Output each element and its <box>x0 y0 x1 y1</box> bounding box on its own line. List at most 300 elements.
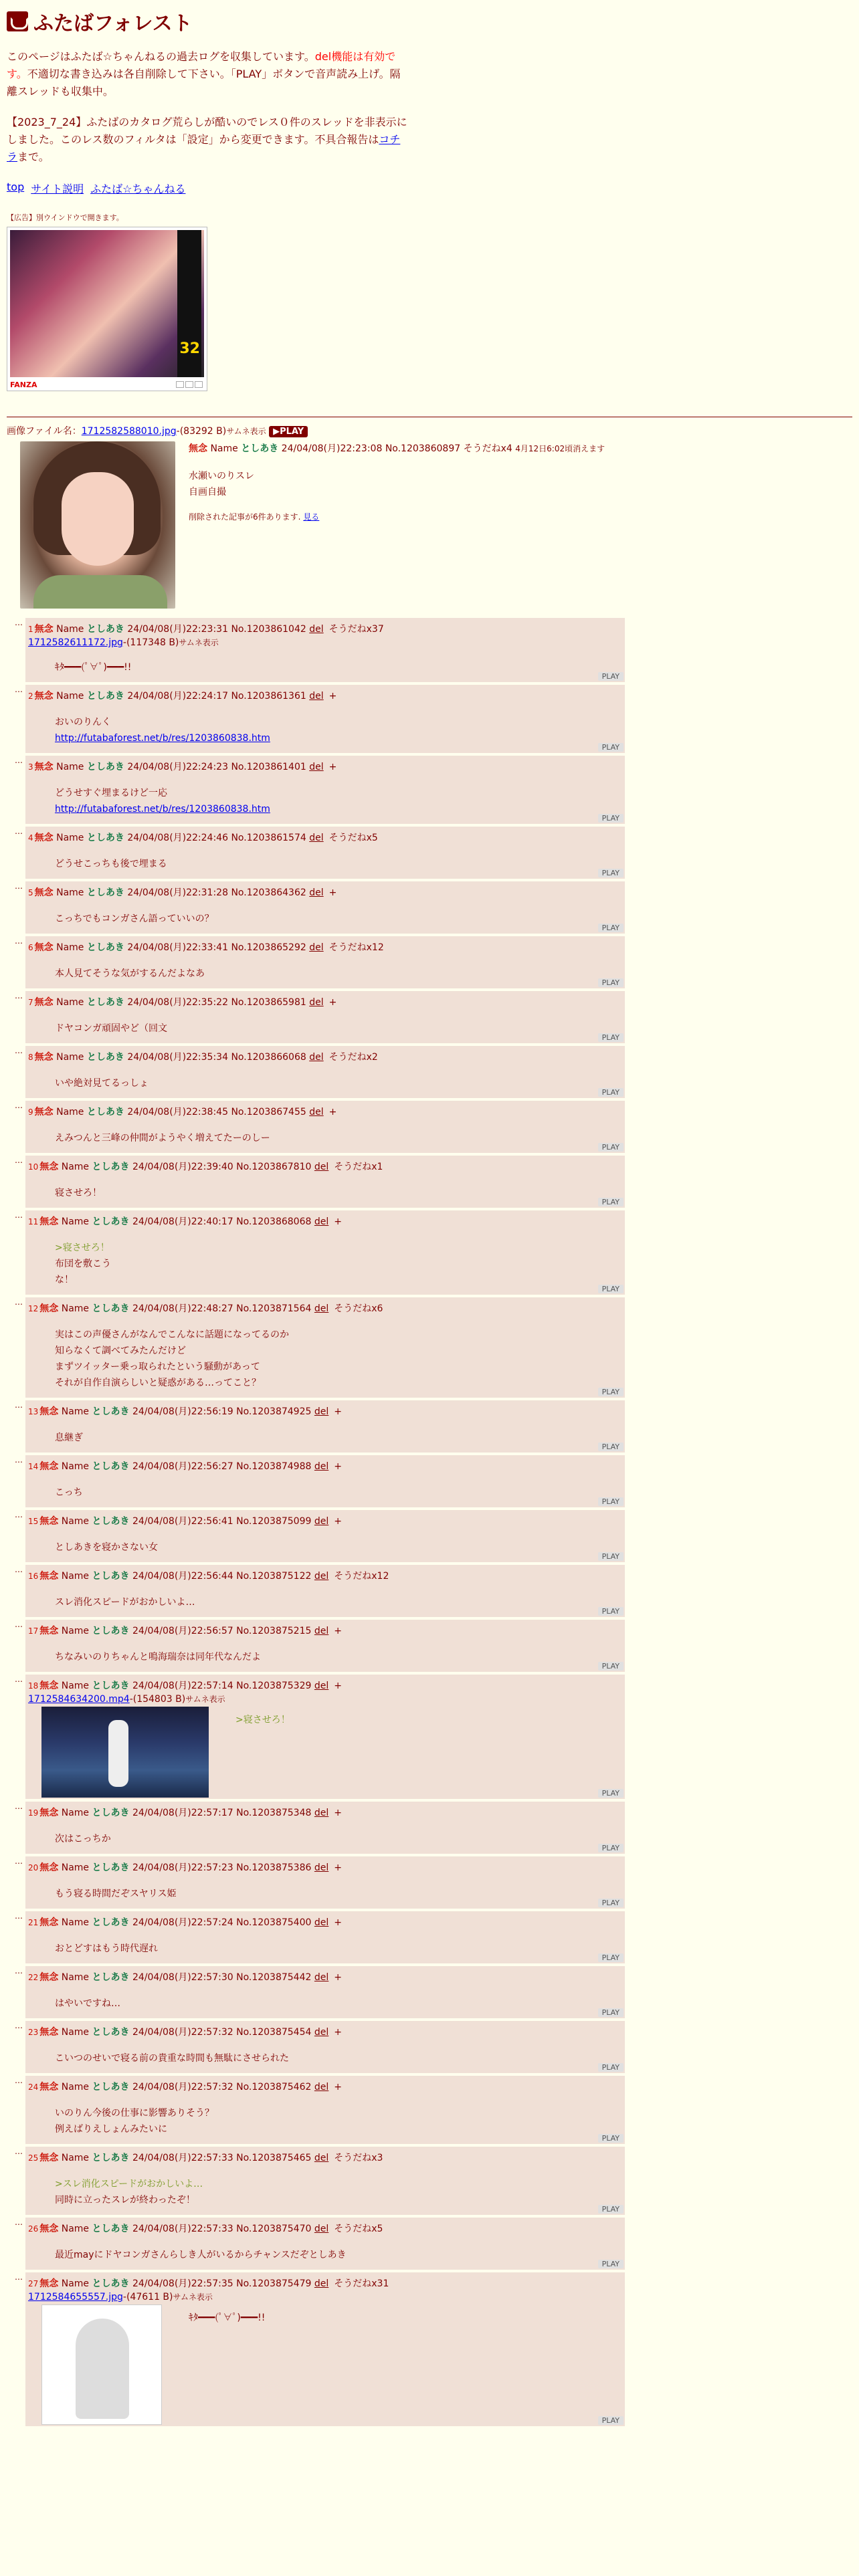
reply-subject: 無念 <box>39 1681 59 1691</box>
reply-date: 24/04/08(月)22:57:32 <box>132 2027 233 2038</box>
reply-text-line: 実はこの声優さんがなんでこんなに話題になってるのか <box>55 1329 289 1340</box>
reply-sodane[interactable]: そうだねx3 <box>334 2153 383 2163</box>
reply-image-thumbnail[interactable] <box>41 2304 162 2425</box>
reply-del-link[interactable]: del <box>309 942 324 953</box>
op-play-button[interactable]: ▶PLAY <box>269 426 308 437</box>
reply-del-link[interactable]: del <box>309 1107 324 1117</box>
reply-play-button[interactable]: PLAY <box>598 2205 624 2214</box>
reply-box <box>25 2021 625 2073</box>
reply-play-button[interactable]: PLAY <box>598 1789 624 1798</box>
reply-author: としあき <box>92 1461 130 1472</box>
reply-subject: 無念 <box>39 1303 59 1314</box>
reply-sodane[interactable]: そうだねx5 <box>334 2224 383 2234</box>
reply-del-link[interactable]: del <box>309 997 324 1008</box>
reply-sodane[interactable]: + <box>334 1406 342 1417</box>
reply-url-link[interactable]: http://futabaforest.net/b/res/1203860838.htm <box>55 733 270 744</box>
site-logo-icon[interactable] <box>7 11 28 31</box>
ad-prev-icon[interactable] <box>176 381 184 388</box>
reply-index: 15 <box>28 1517 39 1526</box>
reply-sodane[interactable]: そうだねx37 <box>328 624 384 635</box>
reply-del-link[interactable]: del <box>314 1862 329 1873</box>
reply-indent: … <box>15 1101 23 1110</box>
op-file-size: -(83292 B) <box>176 426 227 437</box>
reply-thumb-note: サムネ表示 <box>179 638 219 647</box>
reply-sodane[interactable]: + <box>334 2027 342 2038</box>
ad-label: 【広告】別ウインドウで開きます。 <box>7 213 124 222</box>
reply-play-button[interactable]: PLAY <box>598 2063 624 2072</box>
reply-del-link[interactable]: del <box>314 2278 329 2289</box>
reply-quote: >寝させろ！ <box>235 1715 290 1725</box>
reply-date: 24/04/08(月)22:57:30 <box>132 1972 233 1983</box>
reply-number[interactable]: No.1203861361 <box>231 691 306 702</box>
reply-sodane[interactable]: + <box>334 1808 342 1818</box>
reply-row <box>7 1400 852 1453</box>
reply-text-line: としあきを寝かさない女 <box>55 1542 158 1553</box>
reply-subject: 無念 <box>39 2082 59 2092</box>
reply-date: 24/04/08(月)22:39:40 <box>132 1162 233 1172</box>
reply-number[interactable]: No.1203875400 <box>236 1917 312 1928</box>
reply-date: 24/04/08(月)22:35:22 <box>127 997 228 1008</box>
reply-name-word: Name <box>61 1681 90 1691</box>
reply-play-button[interactable]: PLAY <box>598 814 624 823</box>
reply-index: 22 <box>28 1973 39 1982</box>
reply-row <box>7 1802 852 1854</box>
reply-play-button[interactable]: PLAY <box>598 869 624 877</box>
reply-number[interactable]: No.1203861401 <box>231 762 306 772</box>
reply-play-button[interactable]: PLAY <box>598 1143 624 1152</box>
reply-subject: 無念 <box>34 997 54 1008</box>
reply-play-button[interactable]: PLAY <box>598 1899 624 1907</box>
reply-number[interactable]: No.1203875454 <box>236 2027 312 2038</box>
nav-about-link[interactable]: サイト説明 <box>31 183 84 195</box>
reply-number[interactable]: No.1203874988 <box>236 1461 312 1472</box>
reply-text <box>55 714 622 746</box>
reply-index: 24 <box>28 2082 39 2092</box>
reply-play-button[interactable]: PLAY <box>598 1662 624 1671</box>
nav-links <box>7 181 852 196</box>
reply-number[interactable]: No.1203865981 <box>231 997 306 1008</box>
reply-text-line: どうせすぐ埋まるけど一応 <box>55 788 167 798</box>
reply-play-button[interactable]: PLAY <box>598 924 624 932</box>
reply-del-link[interactable]: del <box>309 762 324 772</box>
reply-play-button[interactable]: PLAY <box>598 743 624 752</box>
reply-name-word: Name <box>61 1303 90 1314</box>
reply-text <box>55 1021 622 1037</box>
reply-file-link[interactable]: 1712584655557.jpg <box>28 2292 123 2302</box>
reply-index: 1 <box>28 625 33 634</box>
reply-text <box>55 1430 622 1446</box>
reply-sodane[interactable]: + <box>334 1216 342 1227</box>
reply-play-button[interactable]: PLAY <box>598 2260 624 2268</box>
reply-text <box>55 1886 622 1902</box>
reply-author: としあき <box>92 1406 130 1417</box>
reply-author: としあき <box>92 1571 130 1582</box>
reply-play-button[interactable]: PLAY <box>598 1088 624 1097</box>
reply-subject: 無念 <box>39 1216 59 1227</box>
reply-play-button[interactable]: PLAY <box>598 2134 624 2143</box>
reply-name-word: Name <box>61 1808 90 1818</box>
reply-sodane[interactable]: + <box>334 1917 342 1928</box>
reply-quote: >寝させろ！ <box>55 1243 110 1253</box>
reply-box <box>25 2147 625 2215</box>
reply-header <box>28 2151 622 2165</box>
reply-sodane[interactable]: そうだねx6 <box>334 1303 383 1314</box>
reply-media <box>28 2304 622 2425</box>
show-deleted-link[interactable]: 見る <box>303 512 320 522</box>
reply-sodane[interactable]: そうだねx5 <box>328 833 378 843</box>
reply-video-thumbnail[interactable] <box>41 1707 209 1798</box>
reply-number[interactable]: No.1203875479 <box>236 2278 312 2289</box>
reply-number[interactable]: No.1203875470 <box>236 2224 312 2234</box>
reply-play-button[interactable]: PLAY <box>598 1497 624 1506</box>
reply-text-line: おとどすはもう時代遅れ <box>55 1943 158 1954</box>
reply-text-line: 息継ぎ <box>55 1432 83 1443</box>
reply-date: 24/04/08(月)22:35:34 <box>127 1052 228 1063</box>
reply-del-link[interactable]: del <box>314 2082 329 2092</box>
reply-subject: 無念 <box>39 1162 59 1172</box>
reply-play-button[interactable]: PLAY <box>598 978 624 987</box>
reply-index: 5 <box>28 888 33 897</box>
reply-header <box>28 1679 622 1693</box>
reply-subject: 無念 <box>34 1107 54 1117</box>
reply-number[interactable]: No.1203875122 <box>236 1571 312 1582</box>
reply-file-link[interactable]: 1712584634200.mp4 <box>28 1694 130 1705</box>
reply-number[interactable]: No.1203875215 <box>236 1626 312 1636</box>
op-text-line: 自画自撮 <box>189 487 226 498</box>
op-file-line <box>7 424 852 437</box>
reply-sodane[interactable]: + <box>328 887 337 898</box>
reply-header <box>28 2276 622 2291</box>
reply-header <box>28 831 622 845</box>
reply-author: としあき <box>92 1972 130 1983</box>
reply-subject: 無念 <box>34 762 54 772</box>
reply-sodane[interactable]: そうだねx31 <box>334 2278 389 2289</box>
reply-row <box>7 827 852 879</box>
reply-date: 24/04/08(月)22:57:35 <box>132 2278 233 2289</box>
reply-number[interactable]: No.1203875442 <box>236 1972 312 1983</box>
reply-box <box>25 1046 625 1098</box>
reply-del-link[interactable]: del <box>314 1972 329 1983</box>
reply-file-size: -(117348 B) <box>122 637 179 648</box>
op-sodane[interactable]: そうだねx4 <box>463 443 512 454</box>
reply-del-link[interactable]: del <box>314 2224 329 2234</box>
reply-indent: … <box>15 827 23 836</box>
ad-dot-icon[interactable] <box>185 381 193 388</box>
reply-number[interactable]: No.1203875462 <box>236 2082 312 2092</box>
reply-number[interactable]: No.1203875386 <box>236 1862 312 1873</box>
reply-header <box>28 940 622 955</box>
reply-name-word: Name <box>61 1461 90 1472</box>
reply-del-link[interactable]: del <box>314 1516 329 1527</box>
deleted-count: 削除された記事が6件あります. <box>189 512 301 522</box>
reply-box <box>25 1210 625 1295</box>
reply-play-button[interactable]: PLAY <box>598 2008 624 2017</box>
reply-date: 24/04/08(月)22:31:28 <box>127 887 228 898</box>
op-number[interactable]: No.1203860897 <box>385 443 461 454</box>
reply-play-button[interactable]: PLAY <box>598 1033 624 1042</box>
op-date: 24/04/08(月)22:23:08 <box>281 443 383 454</box>
reply-author: としあき <box>86 997 124 1008</box>
reply-play-button[interactable]: PLAY <box>598 1388 624 1396</box>
reply-subject: 無念 <box>34 1052 54 1063</box>
reply-play-button[interactable]: PLAY <box>598 1442 624 1451</box>
ad-banner[interactable] <box>7 227 207 391</box>
reply-date: 24/04/08(月)22:24:46 <box>127 833 228 843</box>
reply-name-word: Name <box>61 1917 90 1928</box>
reply-name-word: Name <box>61 1516 90 1527</box>
reply-number[interactable]: No.1203868068 <box>236 1216 312 1227</box>
reply-number[interactable]: No.1203874925 <box>236 1406 312 1417</box>
reply-indent: … <box>15 1046 23 1055</box>
reply-number[interactable]: No.1203861574 <box>231 833 306 843</box>
reply-author: としあき <box>92 1162 130 1172</box>
reply-header <box>28 1105 622 1119</box>
reply-del-link[interactable]: del <box>314 1461 329 1472</box>
nav-futaba-link[interactable]: ふたば☆ちゃんねる <box>90 183 186 195</box>
reply-header <box>28 1404 622 1419</box>
reply-header <box>28 760 622 774</box>
reply-play-button[interactable]: PLAY <box>598 1607 624 1616</box>
reply-box <box>25 1675 625 1799</box>
reply-number[interactable]: No.1203867455 <box>231 1107 306 1117</box>
reply-date: 24/04/08(月)22:57:33 <box>132 2153 233 2163</box>
reply-box <box>25 991 625 1043</box>
reply-row <box>7 1675 852 1799</box>
reply-row <box>7 1210 852 1295</box>
reply-indent: … <box>15 1620 23 1629</box>
reply-del-link[interactable]: del <box>309 833 324 843</box>
reply-row <box>7 991 852 1043</box>
reply-row <box>7 1297 852 1398</box>
reply-index: 9 <box>28 1107 33 1117</box>
reply-name-word: Name <box>56 691 84 702</box>
reply-text <box>55 1941 622 1957</box>
reply-text <box>55 1831 622 1847</box>
site-notice <box>7 48 408 100</box>
reply-link-line <box>55 801 622 817</box>
reply-author: としあき <box>92 2224 130 2234</box>
reply-sodane[interactable]: そうだねx2 <box>328 1052 378 1063</box>
reply-del-link[interactable]: del <box>314 1406 329 1417</box>
reply-text <box>55 966 622 982</box>
reply-number[interactable]: No.1203875465 <box>236 2153 312 2163</box>
reply-number[interactable]: No.1203875348 <box>236 1808 312 1818</box>
reply-del-link[interactable]: del <box>314 1681 329 1691</box>
reply-index: 19 <box>28 1808 39 1818</box>
reply-box <box>25 1966 625 2018</box>
reply-subject: 無念 <box>39 1571 59 1582</box>
reply-name-word: Name <box>56 762 84 772</box>
reply-number[interactable]: No.1203866068 <box>231 1052 306 1063</box>
reply-text <box>55 1240 622 1288</box>
reply-name-word: Name <box>61 2027 90 2038</box>
reply-number[interactable]: No.1203871564 <box>236 1303 312 1314</box>
ad-pager <box>176 381 203 388</box>
reply-play-button[interactable]: PLAY <box>598 1953 624 1962</box>
nav-top-link[interactable]: top <box>7 181 25 193</box>
reply-header <box>28 1569 622 1584</box>
reply-play-button[interactable]: PLAY <box>598 1285 624 1293</box>
reply-del-link[interactable]: del <box>314 1917 329 1928</box>
reply-subject: 無念 <box>39 1972 59 1983</box>
reply-subject: 無念 <box>39 2027 59 2038</box>
reply-subject: 無念 <box>39 2224 59 2234</box>
reply-number[interactable]: No.1203861042 <box>231 624 306 635</box>
reply-sodane[interactable]: + <box>334 1681 342 1691</box>
announcement-text: 【2023_7_24】ふたばのカタログ荒らしが酷いのでレス０件のスレッドを非表示にしました。このレス数のフィルタは「設定」から変更できます。不具合報告は <box>7 116 407 146</box>
reply-text <box>55 2247 622 2263</box>
reply-thumb-note: サムネ表示 <box>173 2292 213 2302</box>
reply-number[interactable]: No.1203865292 <box>231 942 306 953</box>
op-thumbnail[interactable] <box>20 441 175 609</box>
deleted-note <box>189 511 605 522</box>
reply-date: 24/04/08(月)22:48:27 <box>132 1303 233 1314</box>
reply-box <box>25 1802 625 1854</box>
reply-box <box>25 1297 625 1398</box>
reply-box <box>25 618 625 682</box>
reply-del-link[interactable]: del <box>314 1626 329 1636</box>
reply-author: としあき <box>92 2027 130 2038</box>
reply-text <box>55 911 622 927</box>
reply-file-link[interactable]: 1712582611172.jpg <box>28 637 123 648</box>
reply-del-link[interactable]: del <box>314 1216 329 1227</box>
reply-row <box>7 2076 852 2144</box>
reply-sodane[interactable]: + <box>334 1972 342 1983</box>
reply-number[interactable]: No.1203864362 <box>231 887 306 898</box>
reply-del-link[interactable]: del <box>309 691 324 702</box>
reply-sodane[interactable]: そうだねx12 <box>328 942 384 953</box>
reply-date: 24/04/08(月)22:57:14 <box>132 1681 233 1691</box>
reply-index: 13 <box>28 1407 39 1416</box>
reply-text <box>55 1539 622 1555</box>
reply-header <box>28 1860 622 1875</box>
reply-thumb-note: サムネ表示 <box>185 1695 225 1704</box>
site-title[interactable]: ふたばフォレスト <box>33 12 193 35</box>
op-name-word: Name <box>210 443 238 454</box>
reply-indent: … <box>15 1856 23 1866</box>
reply-del-link[interactable]: del <box>314 1571 329 1582</box>
op-body <box>189 441 605 609</box>
reply-text <box>55 1485 622 1501</box>
reply-box <box>25 2272 625 2426</box>
reply-text-line: な！ <box>55 1275 74 1285</box>
reply-author: としあき <box>86 833 124 843</box>
reply-play-button[interactable]: PLAY <box>598 672 624 681</box>
reply-text <box>55 1649 622 1665</box>
reply-play-button[interactable]: PLAY <box>598 2416 624 2425</box>
reply-author: としあき <box>86 887 124 898</box>
reply-indent: … <box>15 618 23 627</box>
reply-indent: … <box>15 2218 23 2227</box>
reply-author: としあき <box>92 1216 130 1227</box>
reply-header <box>28 885 622 900</box>
reply-text-line: こいつのせいで寝る前の貴重な時間も無駄にさせられた <box>55 2053 289 2064</box>
reply-text-line: 布団を敷こう <box>55 1259 111 1269</box>
reply-del-link[interactable]: del <box>314 1808 329 1818</box>
reply-play-button[interactable]: PLAY <box>598 1552 624 1561</box>
reply-sodane[interactable]: そうだねx12 <box>334 1571 389 1582</box>
reply-row <box>7 1101 852 1153</box>
reply-url-link[interactable]: http://futabaforest.net/b/res/1203860838.htm <box>55 804 270 815</box>
reply-header <box>28 1301 622 1316</box>
reply-row <box>7 1156 852 1208</box>
ad-brand-logo[interactable]: FANZA <box>10 381 37 389</box>
reply-del-link[interactable]: del <box>314 1303 329 1314</box>
op-author: としあき <box>241 443 279 454</box>
reply-sodane[interactable]: + <box>334 1461 342 1472</box>
reply-text-line: えみつんと三峰の仲間がようやく増えてたーのしー <box>55 1133 270 1144</box>
reply-text-line: ｷﾀ━━━(ﾟ∀ﾟ)━━━!! <box>189 2313 266 2323</box>
reply-del-link[interactable]: del <box>314 2153 329 2163</box>
reply-del-link[interactable]: del <box>309 887 324 898</box>
reply-index: 23 <box>28 2028 39 2037</box>
op-file-link[interactable]: 1712582588010.jpg <box>81 426 177 437</box>
reply-name-word: Name <box>61 2082 90 2092</box>
reply-row <box>7 936 852 988</box>
reply-date: 24/04/08(月)22:57:17 <box>132 1808 233 1818</box>
reply-date: 24/04/08(月)22:38:45 <box>127 1107 228 1117</box>
reply-number[interactable]: No.1203867810 <box>236 1162 312 1172</box>
op-thumb-note: サムネ表示 <box>226 427 266 436</box>
reply-del-link[interactable]: del <box>314 2027 329 2038</box>
bug-report-link[interactable]: コチラ <box>7 133 401 163</box>
reply-play-button[interactable]: PLAY <box>598 1198 624 1206</box>
reply-sodane[interactable]: + <box>334 1516 342 1527</box>
reply-name-word: Name <box>61 1972 90 1983</box>
reply-name-word: Name <box>61 1216 90 1227</box>
reply-link-line <box>55 730 622 746</box>
reply-box <box>25 827 625 879</box>
reply-number[interactable]: No.1203875099 <box>236 1516 312 1527</box>
ad-next-icon[interactable] <box>195 381 203 388</box>
reply-sodane[interactable]: そうだねx1 <box>334 1162 383 1172</box>
reply-text <box>55 2176 622 2208</box>
reply-sodane[interactable]: + <box>334 2082 342 2092</box>
reply-del-link[interactable]: del <box>309 1052 324 1063</box>
reply-del-link[interactable]: del <box>314 1162 329 1172</box>
reply-indent: … <box>15 1802 23 1811</box>
reply-index: 20 <box>28 1863 39 1872</box>
reply-text <box>55 1185 622 1201</box>
reply-row <box>7 1911 852 1963</box>
reply-sodane[interactable]: + <box>328 997 337 1008</box>
ad-image[interactable] <box>10 230 204 377</box>
reply-sodane[interactable]: + <box>334 1626 342 1636</box>
reply-header <box>28 1970 622 1985</box>
reply-row <box>7 756 852 824</box>
reply-date: 24/04/08(月)22:57:23 <box>132 1862 233 1873</box>
reply-text <box>55 1594 622 1610</box>
reply-text-line: こっちでもコンガさん語っていいの？ <box>55 914 214 924</box>
reply-quote: >スレ消化スピードがおかしいよ… <box>55 2179 203 2189</box>
reply-date: 24/04/08(月)22:56:44 <box>132 1571 233 1582</box>
reply-header <box>28 1214 622 1229</box>
reply-indent: … <box>15 881 23 891</box>
reply-author: としあき <box>92 1681 130 1691</box>
reply-sodane[interactable]: + <box>328 762 337 772</box>
reply-name-word: Name <box>61 1162 90 1172</box>
reply-del-link[interactable]: del <box>309 624 324 635</box>
reply-sodane[interactable]: + <box>328 1107 337 1117</box>
reply-sodane[interactable]: + <box>334 1862 342 1873</box>
op-subject: 無念 <box>189 443 207 454</box>
reply-number[interactable]: No.1203875329 <box>236 1681 312 1691</box>
reply-media <box>28 1707 622 1798</box>
reply-header <box>28 1624 622 1638</box>
reply-file-size: -(154803 B) <box>129 1694 186 1705</box>
reply-play-button[interactable]: PLAY <box>598 1844 624 1852</box>
reply-sodane[interactable]: + <box>328 691 337 702</box>
